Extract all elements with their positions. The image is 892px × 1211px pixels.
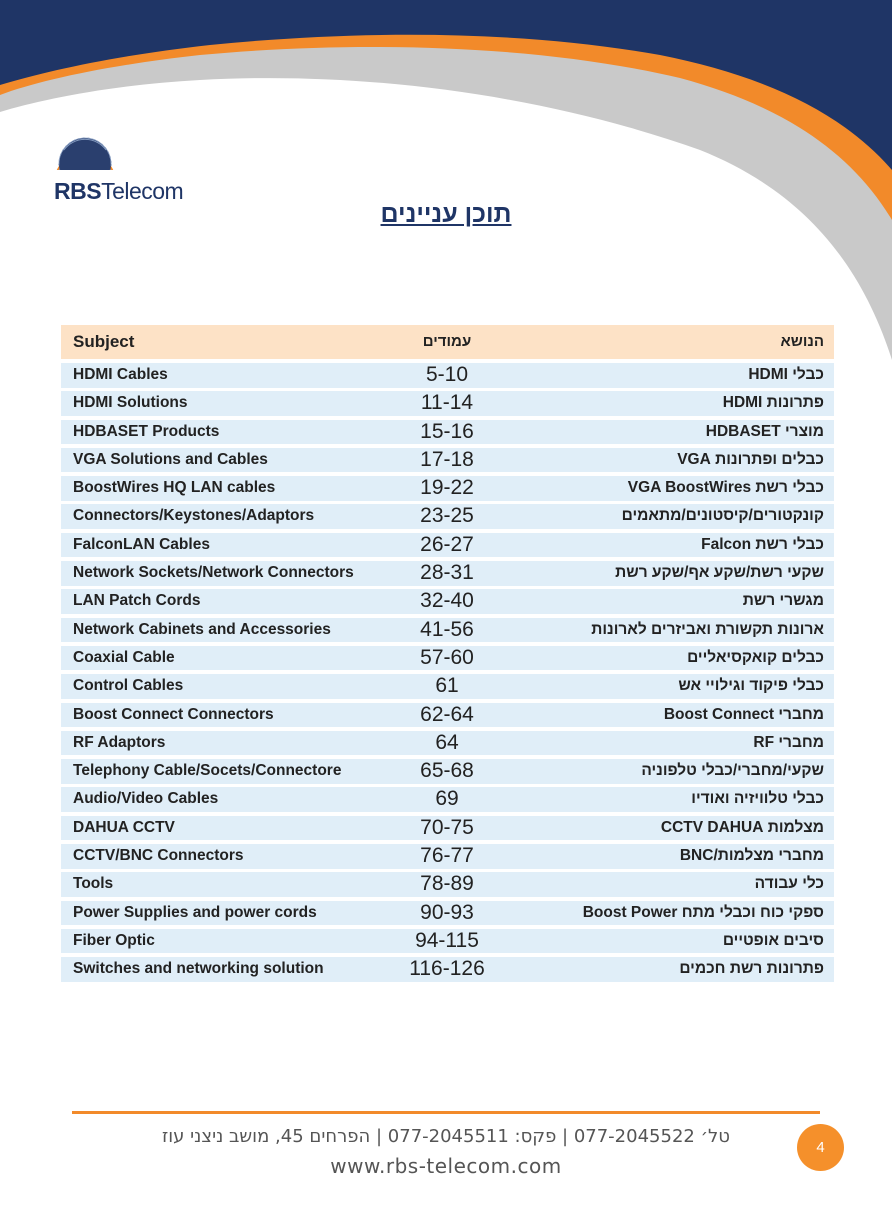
toc-row [61, 391, 834, 416]
toc-row [61, 957, 834, 982]
row-pages: 41-56 [420, 617, 474, 641]
row-subject: Switches and networking solution [73, 960, 324, 978]
toc-row [61, 504, 834, 529]
row-pages: 32-40 [420, 589, 474, 613]
row-pages: 15-16 [420, 419, 474, 443]
row-topic: כבלי טלוויזיה ואודיו [691, 790, 824, 808]
row-topic: כבלי HDMI [748, 366, 824, 383]
row-subject: Network Sockets/Network Connectors [73, 564, 354, 582]
toc-row [61, 901, 834, 926]
toc-row [61, 533, 834, 558]
row-pages: 65-68 [420, 759, 474, 783]
row-pages: 116-126 [409, 957, 485, 981]
row-subject: DAHUA CCTV [73, 818, 175, 836]
row-topic: שקעי/מחברי/כבלי טלפוניה [641, 762, 824, 780]
row-subject: Connectors/Keystones/Adaptors [73, 507, 315, 525]
row-topic: כבלי פיקוד וגילויי אש [678, 677, 824, 695]
logo-name-light: Telecom [101, 178, 184, 204]
row-topic: פתרונות רשת חכמים [679, 960, 824, 978]
logo-name-bold: RBS [54, 178, 102, 204]
toc-row [61, 703, 834, 728]
toc-row [61, 420, 834, 445]
footer-divider [72, 1111, 820, 1114]
row-subject: LAN Patch Cords [73, 592, 201, 610]
row-subject: CCTV/BNC Connectors [73, 847, 244, 865]
row-pages: 28-31 [420, 561, 474, 585]
row-pages: 11-14 [420, 391, 474, 415]
row-pages: 57-60 [420, 645, 474, 669]
toc-row [61, 872, 834, 897]
row-subject: Coaxial Cable [73, 648, 175, 666]
header-topic: הנושא [780, 333, 824, 350]
row-pages: 23-25 [420, 504, 474, 528]
row-pages: 76-77 [420, 844, 474, 868]
row-pages: 5-10 [425, 363, 469, 386]
row-pages: 70-75 [420, 815, 474, 839]
toc-row [61, 731, 834, 756]
toc-row [61, 759, 834, 784]
page-number-badge: 4 [797, 1124, 844, 1171]
row-topic: פתרונות HDMI [722, 394, 824, 412]
row-topic: מוצרי HDBASET [705, 422, 824, 440]
row-subject: Network Cabinets and Accessories [73, 620, 331, 638]
row-topic: כלי עבודה [754, 875, 824, 893]
row-subject: HDMI Solutions [73, 394, 188, 412]
row-subject: HDBASET Products [73, 422, 220, 440]
row-pages: 90-93 [420, 900, 474, 924]
row-topic: מחברי Boost Connect [663, 705, 824, 723]
toc-row [61, 787, 834, 812]
row-subject: RF Adaptors [73, 733, 166, 751]
row-subject: Tools [73, 875, 114, 893]
row-subject: FalconLAN Cables [73, 535, 210, 553]
row-topic: מגשרי רשת [742, 592, 824, 610]
row-subject: HDMI Cables [73, 366, 168, 383]
row-pages: 19-22 [420, 476, 474, 500]
row-topic: ספקי כוח וכבלי מתח Boost Power [582, 903, 824, 921]
row-topic: סיבים אופטיים [722, 931, 824, 949]
toc-row [61, 618, 834, 643]
toc-row [61, 363, 834, 388]
row-topic: כבלי רשת Falcon [701, 535, 824, 553]
toc-row [61, 476, 834, 501]
toc-table [61, 325, 834, 986]
header-subject: Subject [73, 332, 135, 351]
toc-row [61, 646, 834, 671]
toc-row [61, 929, 834, 954]
rbs-logo [52, 120, 192, 205]
row-pages: 26-27 [420, 532, 474, 556]
toc-row [61, 561, 834, 586]
row-topic: מצלמות CCTV DAHUA [660, 818, 824, 836]
footer-contact: טל׳ 077-2045522 | פקס: 077-2045511 | הפרחים 45, מושב ניצני עוז [162, 1126, 730, 1147]
row-subject: VGA Solutions and Cables [73, 450, 268, 468]
toc-rows [61, 363, 834, 982]
row-subject: Telephony Cable/Socets/Connectore [73, 762, 342, 780]
row-topic: כבלים ופתרונות VGA [677, 450, 824, 468]
row-pages: 69 [435, 787, 459, 811]
row-subject: Fiber Optic [73, 931, 155, 949]
toc-row [61, 816, 834, 841]
row-topic: שקעי רשת/שקע אף/שקע רשת [615, 564, 824, 582]
row-topic: מחברי RF [753, 733, 824, 751]
logo-globe-icon [52, 120, 118, 176]
row-subject: BoostWires HQ LAN cables [73, 479, 276, 497]
row-subject: Boost Connect Connectors [73, 705, 274, 723]
row-pages: 17-18 [420, 447, 474, 471]
row-pages: 78-89 [420, 872, 474, 896]
row-pages: 64 [435, 730, 459, 754]
row-topic: כבלי רשת VGA BoostWires [627, 479, 824, 497]
row-pages: 62-64 [420, 702, 474, 726]
toc-row [61, 589, 834, 614]
row-pages: 94-115 [415, 928, 479, 952]
row-topic: מחברי מצלמות/BNC [679, 847, 824, 865]
toc-row [61, 674, 834, 699]
row-subject: Control Cables [73, 677, 184, 695]
page-title: תוכן עניינים [380, 200, 512, 228]
footer-website: www.rbs-telecom.com [330, 1154, 562, 1178]
toc-row [61, 448, 834, 473]
row-topic: ארונות תקשורת ואביזרים לארונות [591, 620, 824, 638]
row-topic: כבלים קואקסיאליים [687, 648, 824, 666]
toc-header-row [61, 325, 834, 359]
toc-row [61, 844, 834, 869]
row-pages: 61 [435, 674, 459, 698]
row-subject: Audio/Video Cables [73, 790, 219, 808]
row-subject: Power Supplies and power cords [73, 903, 317, 921]
row-topic: קונקטורים/קיסטונים/מתאמים [621, 507, 824, 525]
header-pages: עמודים [422, 333, 472, 350]
